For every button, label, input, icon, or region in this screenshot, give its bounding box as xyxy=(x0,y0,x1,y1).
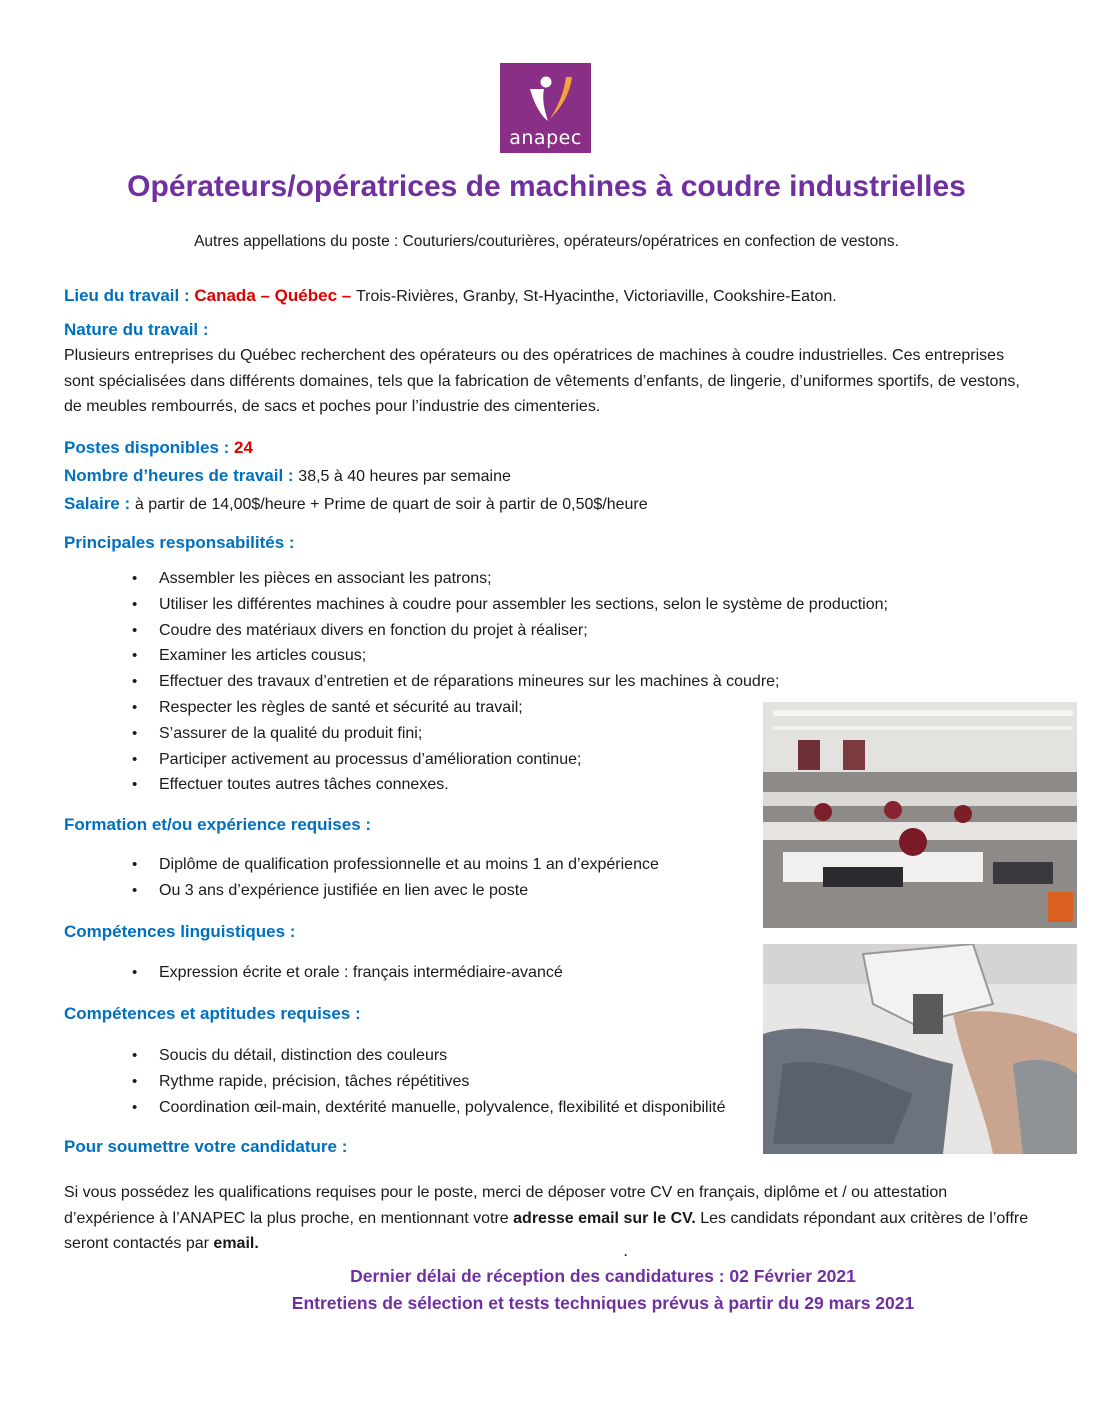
available-positions-count: 24 xyxy=(234,438,253,457)
work-location xyxy=(64,286,837,306)
application-text-part: Les candidats répondant aux critères de l’offre seront contactés par xyxy=(64,1209,1029,1252)
list-item: • Assembler les pièces en associant les patrons; xyxy=(132,566,888,592)
salary-value: à partir de 14,00$/heure + Prime de quart de soir à partir de 0,50$/heure xyxy=(134,496,648,513)
application-text-part: Si vous possédez les qualifications requises pour le poste, merci de déposer votre CV en français, diplôme et / ou attestation d’expérience à l’ANAPEC la plus proche, en mentionnant votre xyxy=(64,1184,948,1227)
list-item: • Examiner les articles cousus; xyxy=(132,643,888,669)
salary xyxy=(64,494,648,514)
salary-label: Salaire : xyxy=(64,494,135,513)
anapec-logo xyxy=(500,63,591,153)
list-item: • Coordination œil-main, dextérité manuelle, polyvalence, flexibilité et disponibilité xyxy=(132,1095,759,1121)
sewing-machine-image xyxy=(763,944,1077,1154)
work-location-cities: Trois-Rivières, Granby, St-Hyacinthe, Victoriaville, Cookshire-Eaton. xyxy=(355,288,837,305)
application-email-cv: adresse email sur le CV. xyxy=(513,1209,696,1227)
work-hours-value: 38,5 à 40 heures par semaine xyxy=(298,468,511,485)
list-item: • Effectuer toutes autres tâches connexes. xyxy=(132,772,888,798)
work-nature-text: Plusieurs entreprises du Québec recherchent des opérateurs ou des opératrices de machines à coudre industrielles. Ces entreprises sont spécialisées dans différents domaines, tels que la fabrication de vêtements d’enfants, de lingerie, d’uniformes sportifs, de vestons, de meubles rembourrés, de sacs et poches pour l’industrie des cimenteries. xyxy=(64,347,1020,415)
work-hours xyxy=(64,466,511,486)
work-location-country: Canada – Québec – xyxy=(194,286,356,305)
application-text xyxy=(64,1180,1034,1257)
list-item: • Effectuer des travaux d’entretien et de réparations mineures sur les machines à coudre; xyxy=(132,669,888,695)
aptitudes-list xyxy=(132,1043,759,1120)
list-item: • Participer activement au processus d’amélioration continue; xyxy=(132,747,888,773)
aptitudes-heading: Compétences et aptitudes requises : xyxy=(64,1004,361,1023)
training-heading: Formation et/ou expérience requises : xyxy=(64,815,372,834)
list-item: • Diplôme de qualification professionnelle et au moins 1 an d’expérience xyxy=(132,852,659,878)
job-subtitle: Autres appellations du poste : Couturiers/couturières, opérateurs/opératrices en confection de vestons. xyxy=(194,233,899,250)
page-title: Opérateurs/opératrices de machines à coudre industrielles xyxy=(127,170,966,203)
list-item: • Respecter les règles de santé et sécurité au travail; xyxy=(132,695,888,721)
work-location-label: Lieu du travail : xyxy=(64,286,195,305)
list-item: • Rythme rapide, précision, tâches répétitives xyxy=(132,1069,759,1095)
list-item: • Coudre des matériaux divers en fonction du projet à réaliser; xyxy=(132,618,888,644)
language-skills-heading: Compétences linguistiques : xyxy=(64,922,296,941)
workshop-photo xyxy=(763,702,1077,928)
available-positions xyxy=(64,438,253,458)
separator-dot: . xyxy=(624,1245,628,1259)
interviews-notice: Entretiens de sélection et tests techniques prévus à partir du 29 mars 2021 xyxy=(291,1293,915,1313)
list-item: • Expression écrite et orale : français intermédiaire-avancé xyxy=(132,960,563,986)
logo-wordmark: anapec xyxy=(509,127,582,149)
list-item: • Ou 3 ans d’expérience justifiée en lien avec le poste xyxy=(132,878,659,904)
work-nature-heading: Nature du travail : xyxy=(64,320,209,339)
responsibilities-heading: Principales responsabilités : xyxy=(64,533,295,552)
sewing-machine-photo xyxy=(763,944,1077,1154)
list-item: • S’assurer de la qualité du produit fini; xyxy=(132,721,888,747)
sewing-workshop-image xyxy=(763,702,1077,928)
deadline-notice: Dernier délai de réception des candidatures : 02 Février 2021 xyxy=(350,1266,856,1286)
application-email: email. xyxy=(213,1235,259,1252)
application-heading: Pour soumettre votre candidature : xyxy=(64,1137,348,1156)
work-hours-label: Nombre d’heures de travail : xyxy=(64,466,299,485)
list-item: • Utiliser les différentes machines à coudre pour assembler les sections, selon le système de production; xyxy=(132,592,888,618)
available-positions-label: Postes disponibles : xyxy=(64,438,235,457)
training-list xyxy=(132,852,659,904)
list-item: • Soucis du détail, distinction des couleurs xyxy=(132,1043,759,1069)
language-skills-list xyxy=(132,960,563,986)
